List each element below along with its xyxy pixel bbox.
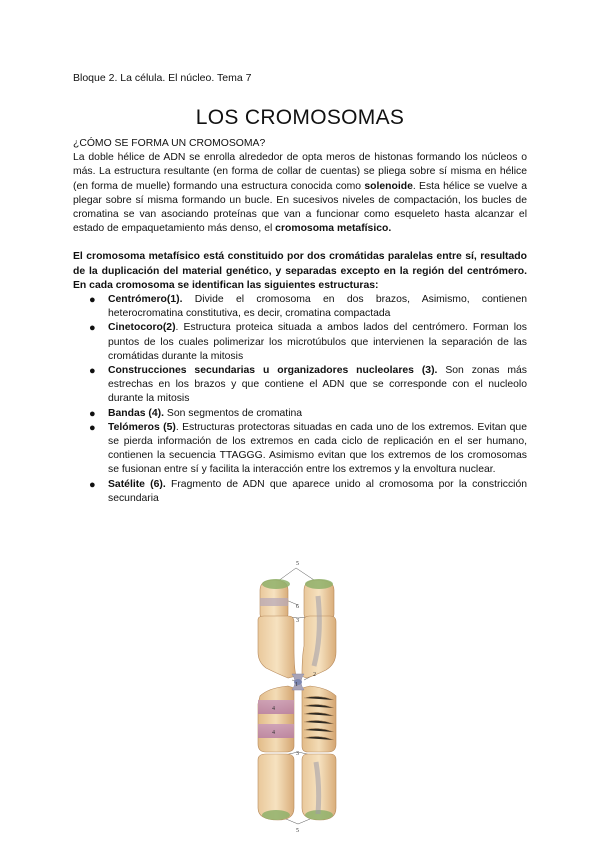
- bullet-icon: ●: [89, 407, 96, 420]
- list-item: [73, 478, 527, 506]
- label-satellite: 6: [296, 604, 299, 610]
- page-title: LOS CROMOSOMAS: [195, 106, 405, 129]
- list-item: [73, 407, 527, 421]
- structures-list: [73, 293, 527, 506]
- centromere: [292, 674, 304, 690]
- term-cromosoma-metafisico: cromosoma metafísico.: [275, 223, 392, 235]
- list-item-text: Son zonas más estrechas en los brazos y que contiene el ADN que se corresponde con el nucleolo durante la mitosis: [108, 365, 527, 405]
- page-header: Bloque 2. La célula. El núcleo. Tema 7: [73, 72, 252, 84]
- list-item-term: Construcciones secundarias u organizadores nucleolares (3).: [108, 365, 438, 377]
- bullet-icon: ●: [89, 478, 96, 491]
- metaphase-paragraph: El cromosoma metafísico está constituido por dos cromátidas paralelas entre sí, resultado de la duplicación del material genético, y separadas excepto en la región del centrómero. En cada cromosoma se identifican las siguientes estructuras:: [73, 251, 527, 291]
- list-item-text: Divide el cromosoma en dos brazos, Asimismo, contienen heterocromatina constitutiva, es decir, cromatina compactada: [108, 294, 527, 320]
- label-telomere-top: 5: [296, 561, 299, 567]
- list-item-term: Satélite (6).: [108, 478, 166, 490]
- bullet-icon: ●: [89, 365, 96, 378]
- list-item-term: Telómeros (5): [108, 421, 176, 433]
- list-item-term: Cinetocoro(2): [108, 322, 176, 334]
- list-item-term: Centrómero(1).: [108, 294, 183, 306]
- left-chromatid: [258, 579, 296, 820]
- intro-text-1: La doble hélice de ADN se enrolla alrededor de opta meros de histonas formando los núcleos o más. La estructura resultante (en forma de collar de cuentas) se pliega sobre sí misma en hélice (en forma de muelle) formando una estructura conocida como: [73, 152, 527, 192]
- label-constriction: 3: [296, 618, 299, 624]
- section-question: ¿CÓMO SE FORMA UN CROMOSOMA?: [73, 138, 266, 149]
- list-item-text: . Estructura proteica situada a ambos lados del centrómero. Forman los puntos de los cuales polimerizar los microtúbulos que intervienen la separación de las cromátidas durante la mitosis: [108, 322, 527, 362]
- list-item: [73, 293, 527, 321]
- intro-paragraph: [73, 151, 527, 236]
- list-item-text: Son segmentos de cromatina: [164, 407, 303, 419]
- list-item: [73, 421, 527, 478]
- label-telomere-bottom: 5: [296, 828, 299, 834]
- intro-text-2: . Esta hélice se vuelve a plegar sobre sí misma formando un bucle. En sucesivos niveles de compactación, los bucles de cromatina se van asociando proteínas que van a funcionar como esqueleto hasta alcanzar el estado de empaquetamiento más denso, el: [73, 180, 527, 235]
- list-item: [73, 364, 527, 407]
- bullet-icon: ●: [89, 322, 96, 335]
- label-band-b: 4: [272, 730, 275, 736]
- chromosome-illustration: [238, 556, 366, 836]
- document-body: [73, 137, 527, 506]
- paragraph-gap: [73, 236, 527, 250]
- bullet-icon: ●: [89, 294, 96, 307]
- list-item-text: . Estructuras protectoras situadas en cada uno de los extremos. Evitan que se pierda información de los extremos en cada ciclo de replicación en el ser humano, contienen la secuencia TTAGGG. Asimismo evitan que los extremos de los cromosomas se fusionan entre sí y facilita la interacción entre los extremos y la envoltura nuclear.: [108, 421, 527, 476]
- label-kinetochore: 2: [313, 672, 316, 678]
- list-item-term: Bandas (4).: [108, 407, 165, 419]
- right-chromatid: [302, 579, 336, 820]
- label-band-a: 4: [272, 706, 275, 712]
- bullet-icon: ●: [89, 421, 96, 434]
- list-item-text: Fragmento de ADN que aparece unido al cromosoma por la constricción secundaria: [108, 478, 528, 504]
- term-solenoide: solenoide: [364, 180, 413, 192]
- label-lower-constriction: 3: [296, 751, 299, 757]
- list-item: [73, 321, 527, 364]
- label-centromere: 1: [295, 682, 298, 688]
